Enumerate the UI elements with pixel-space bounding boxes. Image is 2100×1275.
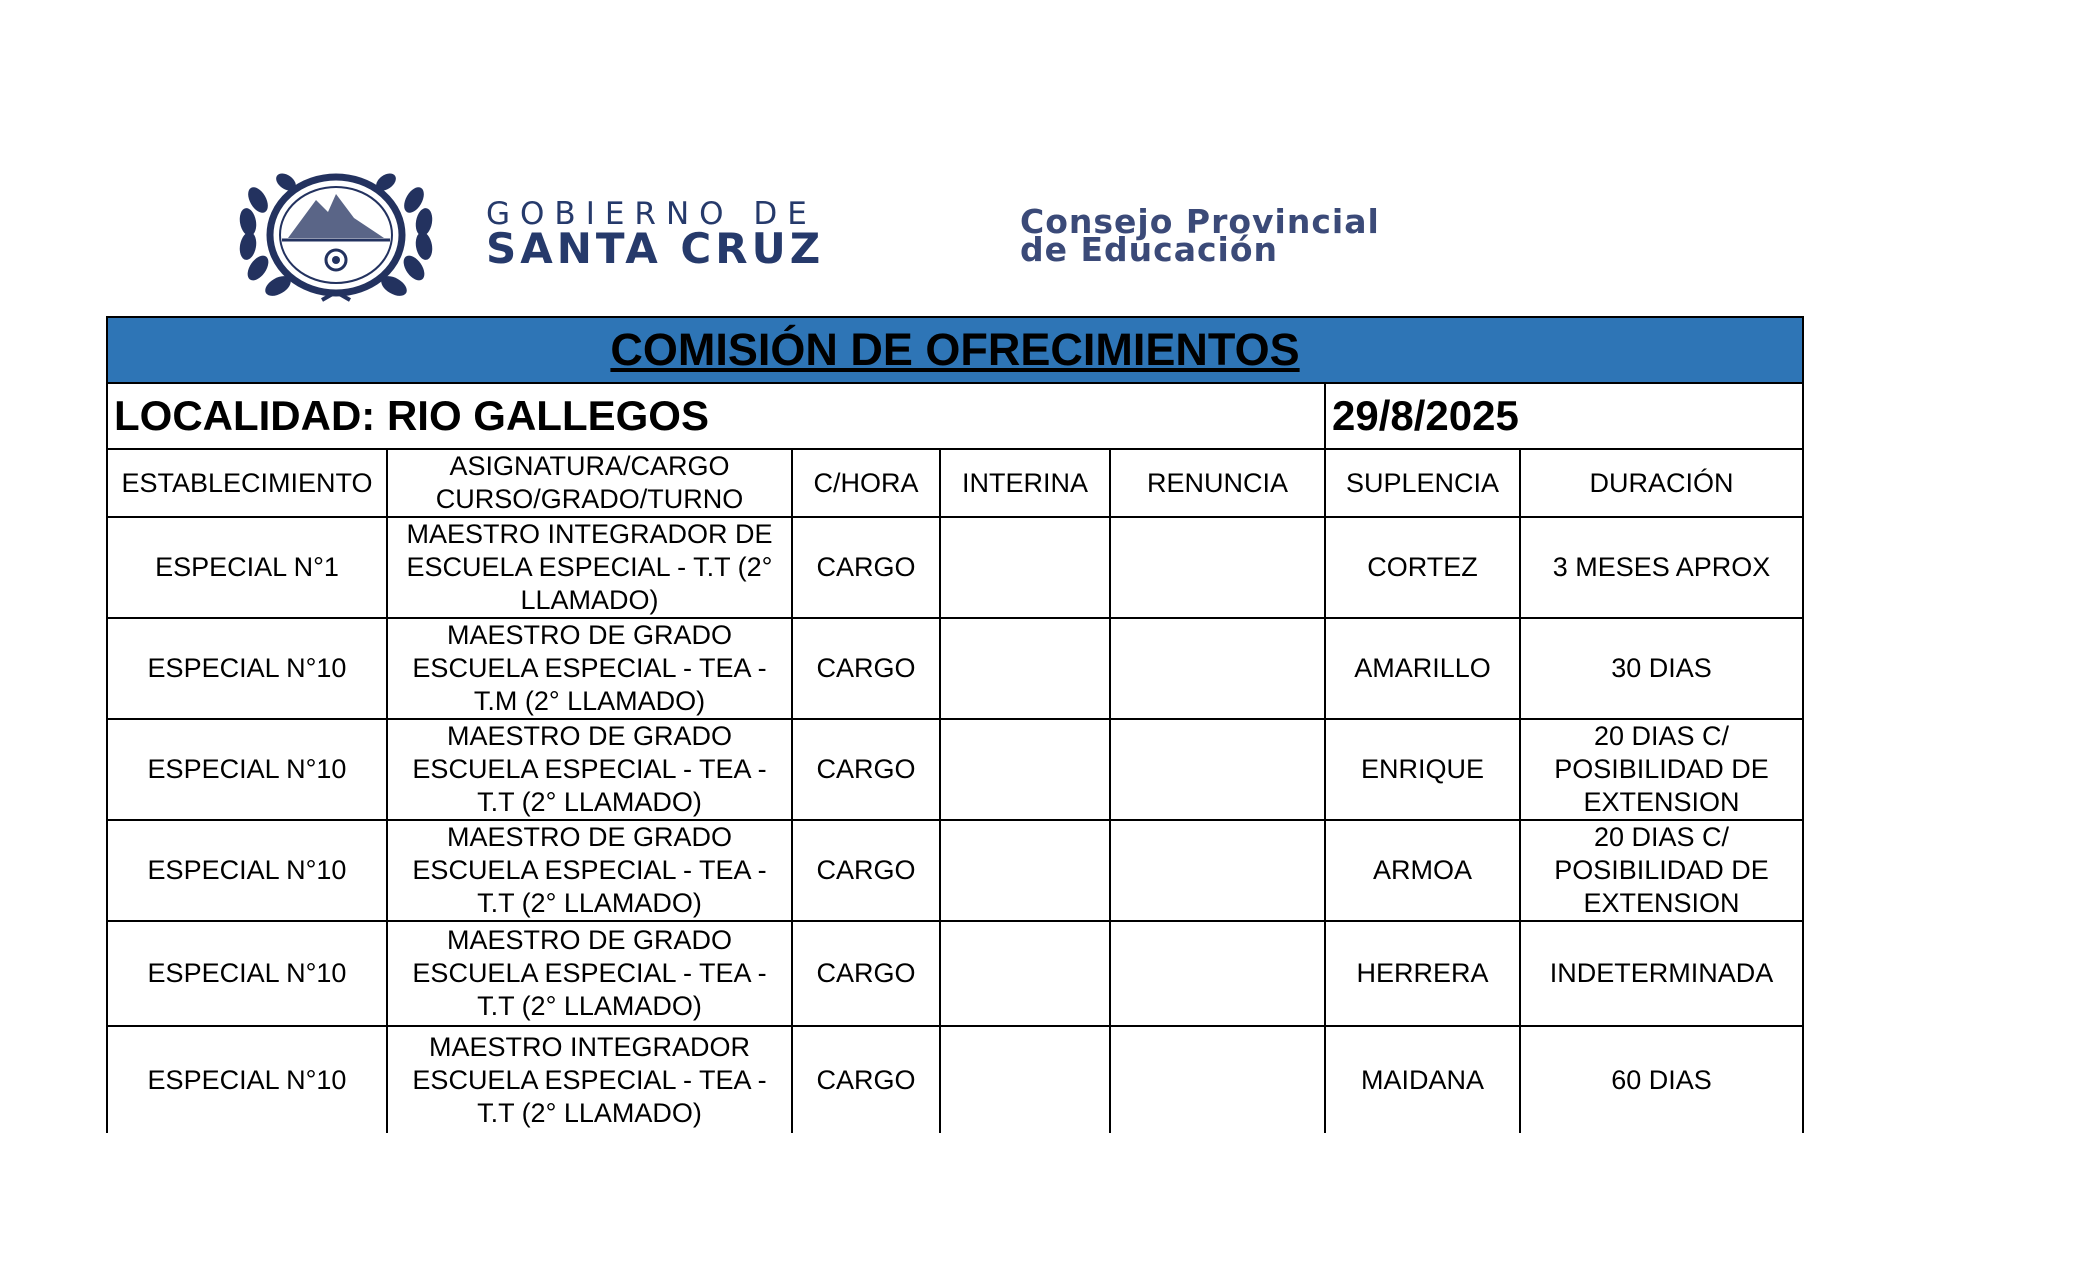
table-row <box>107 719 1803 820</box>
table-row <box>107 1026 1803 1133</box>
cell-chora: CARGO <box>792 1026 940 1133</box>
cell-renuncia <box>1110 719 1325 820</box>
cell-interina <box>940 618 1110 719</box>
column-header-asignatura: ASIGNATURA/CARGO CURSO/GRADO/TURNO <box>387 449 792 517</box>
table-row <box>107 618 1803 719</box>
cell-suplencia: MAIDANA <box>1325 1026 1520 1133</box>
cell-establecimiento: ESPECIAL N°10 <box>107 921 387 1026</box>
column-header-renuncia: RENUNCIA <box>1110 449 1325 517</box>
cell-duracion: 60 DIAS <box>1520 1026 1803 1133</box>
cell-duracion: INDETERMINADA <box>1520 921 1803 1026</box>
table-row <box>107 517 1803 618</box>
cell-asignatura: MAESTRO INTEGRADOR ESCUELA ESPECIAL - TEA - T.T (2° LLAMADO) <box>387 1026 792 1133</box>
cell-establecimiento: ESPECIAL N°10 <box>107 719 387 820</box>
cell-interina <box>940 517 1110 618</box>
cell-interina <box>940 719 1110 820</box>
council-name-line2: de Educación <box>1020 230 1279 269</box>
cell-renuncia <box>1110 820 1325 921</box>
cell-suplencia: ARMOA <box>1325 820 1520 921</box>
cell-asignatura: MAESTRO DE GRADO ESCUELA ESPECIAL - TEA - T.M (2° LLAMADO) <box>387 618 792 719</box>
offers-table <box>106 316 1804 1133</box>
cell-suplencia: HERRERA <box>1325 921 1520 1026</box>
cell-renuncia <box>1110 1026 1325 1133</box>
provincial-seal-icon <box>236 160 436 310</box>
locality-label: LOCALIDAD: RIO GALLEGOS <box>107 383 1325 449</box>
council-name-line1: Consejo Provincial <box>1020 202 1380 241</box>
table-row <box>107 921 1803 1026</box>
cell-interina <box>940 1026 1110 1133</box>
date-label: 29/8/2025 <box>1325 383 1803 449</box>
column-header-establecimiento: ESTABLECIMIENTO <box>107 449 387 517</box>
cell-duracion: 20 DIAS C/ POSIBILIDAD DE EXTENSION <box>1520 820 1803 921</box>
table-row <box>107 820 1803 921</box>
cell-chora: CARGO <box>792 820 940 921</box>
cell-suplencia: AMARILLO <box>1325 618 1520 719</box>
cell-suplencia: CORTEZ <box>1325 517 1520 618</box>
cell-duracion: 20 DIAS C/ POSIBILIDAD DE EXTENSION <box>1520 719 1803 820</box>
cell-asignatura: MAESTRO DE GRADO ESCUELA ESPECIAL - TEA - T.T (2° LLAMADO) <box>387 719 792 820</box>
cell-establecimiento: ESPECIAL N°10 <box>107 618 387 719</box>
column-header-interina: INTERINA <box>940 449 1110 517</box>
cell-renuncia <box>1110 517 1325 618</box>
cell-chora: CARGO <box>792 719 940 820</box>
cell-duracion: 30 DIAS <box>1520 618 1803 719</box>
cell-interina <box>940 921 1110 1026</box>
cell-establecimiento: ESPECIAL N°10 <box>107 1026 387 1133</box>
government-name-line2: SANTA CRUZ <box>486 224 825 273</box>
cell-chora: CARGO <box>792 618 940 719</box>
cell-establecimiento: ESPECIAL N°1 <box>107 517 387 618</box>
column-header-suplencia: SUPLENCIA <box>1325 449 1520 517</box>
cell-chora: CARGO <box>792 921 940 1026</box>
government-name-line1: GOBIERNO DE <box>486 196 817 232</box>
cell-interina <box>940 820 1110 921</box>
cell-duracion: 3 MESES APROX <box>1520 517 1803 618</box>
cell-asignatura: MAESTRO DE GRADO ESCUELA ESPECIAL - TEA - T.T (2° LLAMADO) <box>387 921 792 1026</box>
header-logos <box>236 160 1476 310</box>
cell-suplencia: ENRIQUE <box>1325 719 1520 820</box>
cell-asignatura: MAESTRO DE GRADO ESCUELA ESPECIAL - TEA - T.T (2° LLAMADO) <box>387 820 792 921</box>
table-title: COMISIÓN DE OFRECIMIENTOS <box>107 317 1803 383</box>
cell-asignatura: MAESTRO INTEGRADOR DE ESCUELA ESPECIAL - T.T (2° LLAMADO) <box>387 517 792 618</box>
cell-renuncia <box>1110 618 1325 719</box>
cell-chora: CARGO <box>792 517 940 618</box>
cell-renuncia <box>1110 921 1325 1026</box>
column-header-duracion: DURACIÓN <box>1520 449 1803 517</box>
cell-establecimiento: ESPECIAL N°10 <box>107 820 387 921</box>
column-header-row <box>107 449 1803 517</box>
column-header-chora: C/HORA <box>792 449 940 517</box>
